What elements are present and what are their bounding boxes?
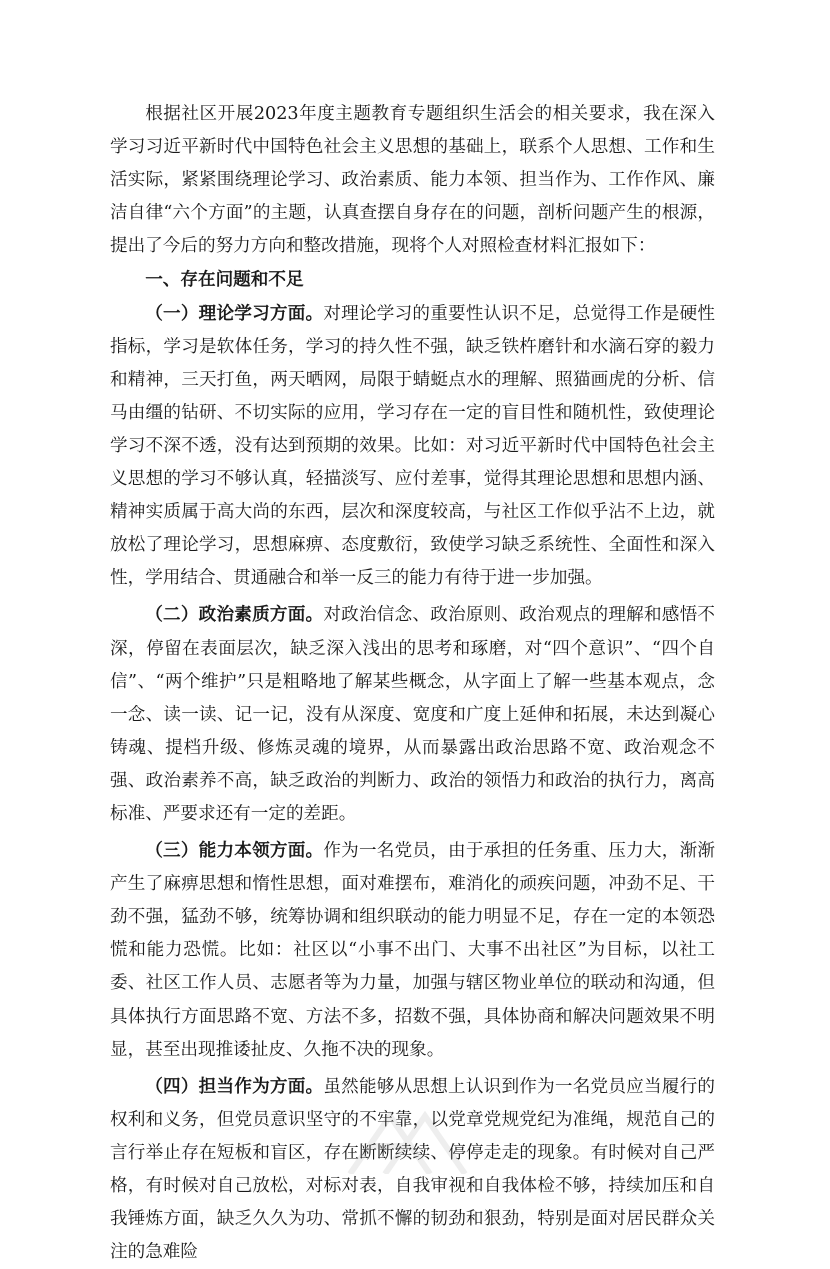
section-heading-problems: 一、存在问题和不足: [145, 269, 304, 291]
item-paragraph-ability: [110, 834, 715, 1067]
item-paragraph-political-quality: [110, 598, 715, 831]
item-body-political-quality: 对政治信念、政治原则、政治观点的理解和感悟不深，停留在表面层次，缺乏深入浅出的思考和琢磨，对“四个意识”、“四个自信”、“两个维护”只是粗略地了解某些概念，从字面上了解一些基本观点，念一念、读一读、记一记，没有从深度、宽度和广度上延伸和拓展，未达到凝心铸魂、提档升级、修炼灵魂的境界，从而暴露出政治思路不宽、政治观念不强、政治素养不高，缺乏政治的判断力、政治的领悟力和政治的执行力，离高标准、严要求还有一定的差距。: [110, 605, 715, 824]
item-paragraph-theory-study: [110, 297, 715, 596]
item-lead-theory-study: （一）理论学习方面。: [145, 302, 324, 324]
intro-paragraph: 根据社区开展2023年度主题教育专题组织生活会的相关要求，我在深入学习习近平新时代中国特色社会主义思想的基础上，联系个人思想、工作和生活实际，紧紧围绕理论学习、政治素质、能力本领、担当作为、工作作风、廉洁自律“六个方面”的主题，认真查摆自身存在的问题，剖析问题产生的根源，提出了今后的努力方向和整改措施，现将个人对照检查材料汇报如下：: [110, 104, 715, 257]
item-lead-ability: （三）能力本领方面。: [145, 840, 324, 862]
watermark-graphic: [330, 1086, 480, 1174]
item-body-theory-study: 对理论学习的重要性认识不足，总觉得工作是硬性指标，学习是软体任务，学习的持久性不强，缺乏铁杵磨针和水滴石穿的毅力和精神，三天打鱼，两天晒网，局限于蜻蜓点水的理解、照猫画虎的分析、信马由缰的钻研、不切实际的应用，学习存在一定的盲目性和随机性，致使理论学习不深不透，没有达到预期的效果。比如：对习近平新时代中国特色社会主义思想的学习不够认真，轻描淡写、应付差事，觉得其理论思想和思想内涵、精神实质属于高大尚的东西，层次和深度较高，与社区工作似乎沾不上边，就放松了理论学习，思想麻痹、态度敷衍，致使学习缺乏系统性、全面性和深入性，学用结合、贯通融合和举一反三的能力有待于进一步加强。: [110, 303, 715, 589]
item-lead-political-quality: （二）政治素质方面。: [145, 604, 324, 626]
item-body-responsibility: 虽然能够从思想上认识到作为一名党员应当履行的权利和义务，但党员意识坚守的不牢靠，以党章党规党纪为准绳，规范自己的言行举止存在短板和盲区，存在断断续续、停停走走的现象。有时候对自己严格，有时候对自己放松，对标对表，自我审视和自我体检不够，持续加压和自我锤炼方面，缺乏久久为功、常抓不懈的韧劲和狠劲，特别是面对居民群众关注的急难险: [110, 1076, 715, 1263]
item-lead-responsibility: （四）担当作为方面。: [145, 1075, 324, 1097]
item-body-ability: 作为一名党员，由于承担的任务重、压力大，渐渐产生了麻痹思想和惰性思想，面对难摆布，难消化的顽疾问题，冲劲不足、干劲不强，猛劲不够，统筹协调和组织联动的能力明显不足，存在一定的本领恐慌和能力恐慌。比如：社区以“小事不出门、大事不出社区”为目标，以社工委、社区工作人员、志愿者等为力量，加强与辖区物业单位的联动和沟通，但具体执行方面思路不宽、方法不多，招数不强，具体协商和解决问题效果不明显，甚至出现推诿扯皮、久拖不决的现象。: [110, 841, 715, 1060]
